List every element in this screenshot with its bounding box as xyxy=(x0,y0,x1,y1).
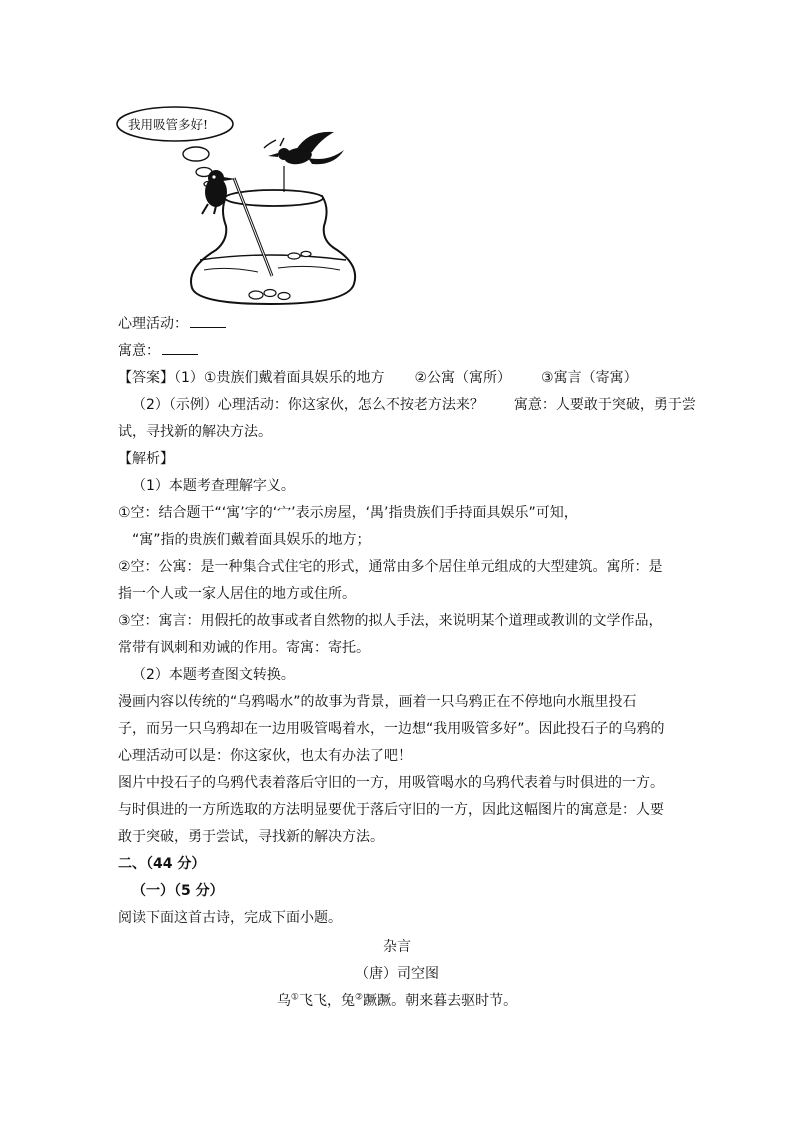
subsection-title: （一）（5 分） xyxy=(132,883,224,899)
analysis-line: 敢于突破，勇于尝试，寻找新的解决方法。 xyxy=(118,829,384,845)
analysis-line: 指一个人或一家人居住的地方或住所。 xyxy=(118,586,356,602)
analysis-line: ②空：公寓：是一种集合式住宅的形式，通常由多个居住单元组成的大型建筑。寓所：是 xyxy=(118,559,663,575)
poem-author: （唐）司空图 xyxy=(355,966,439,982)
analysis-line: 漫画内容以传统的“乌鸦喝水”的故事为背景，画着一只乌鸦正在不停地向水瓶里投石 xyxy=(118,694,637,710)
analysis-line: （1）本题考查理解字义。 xyxy=(132,478,295,494)
analysis-line: ①空：结合题干“‘寓’字的‘宀’表示房屋，‘禺’指贵族们手持面具娱乐”可知， xyxy=(118,505,578,521)
footnote-marker: ② xyxy=(355,992,364,1003)
moral-label: 寓意： xyxy=(118,343,160,359)
answer-part1 xyxy=(118,368,638,388)
analysis-line: 心理活动可以是：你这家伙，也太有办法了吧！ xyxy=(118,748,412,764)
poem-text: 飞飞，兔 xyxy=(299,993,355,1009)
analysis-line: 常带有讽刺和劝诫的作用。寄寓：寄托。 xyxy=(118,640,370,656)
answer-part1-a: 【答案】（1）①贵族们戴着面具娱乐的地方 xyxy=(118,370,385,386)
footnote-marker: ① xyxy=(290,992,299,1003)
answer-part1-b: ②公寓（寓所） xyxy=(414,370,512,386)
analysis-line: ③空：寓言：用假托的故事或者自然物的拟人手法，来说明某个道理或教训的文学作品， xyxy=(118,613,663,629)
answer-part1-c: ③寓言（寄寓） xyxy=(541,370,638,386)
poem-text: 蹶蹶。朝来暮去驱时节。 xyxy=(363,993,518,1009)
poem-line-1 xyxy=(0,991,794,1011)
crow-cartoon-illustration xyxy=(108,100,378,312)
answer-part2-a: （2）（示例）心理活动：你这家伙，怎么不按老方法来？ xyxy=(132,397,484,413)
analysis-heading: 【解析】 xyxy=(118,451,174,467)
analysis-line: （2）本题考查图文转换。 xyxy=(132,667,295,683)
analysis-line: 子，而另一只乌鸦却在一边用吸管喝着水，一边想“我用吸管多好”。因此投石子的乌鸦的 xyxy=(118,721,665,737)
moral-line xyxy=(118,341,198,361)
activity-label: 心理活动： xyxy=(118,316,188,332)
poem-text: 乌 xyxy=(276,993,291,1009)
answer-part2 xyxy=(132,395,696,415)
thought-bubble-text: 我用吸管多好! xyxy=(128,117,209,132)
activity-line xyxy=(118,314,226,334)
section-title: 二、（44 分） xyxy=(118,856,206,872)
answer-part2-cont: 试，寻找新的解决方法。 xyxy=(118,424,272,440)
crow-flying-icon xyxy=(264,132,344,166)
instruction-text: 阅读下面这首古诗，完成下面小题。 xyxy=(118,910,342,926)
analysis-line: 图片中投石子的乌鸦代表着落后守旧的一方，用吸管喝水的乌鸦代表着与时俱进的一方。 xyxy=(118,775,664,791)
analysis-line: “寓”指的贵族们戴着面具娱乐的地方； xyxy=(132,532,371,548)
moral-blank[interactable] xyxy=(162,341,198,355)
poem-title: 杂言 xyxy=(383,939,411,955)
analysis-line: 与时俱进的一方所选取的方法明显要优于落后守旧的一方，因此这幅图片的寓意是：人要 xyxy=(118,802,664,818)
answer-part2-b: 寓意：人要敢于突破，勇于尝 xyxy=(513,397,696,413)
activity-blank[interactable] xyxy=(190,314,226,328)
